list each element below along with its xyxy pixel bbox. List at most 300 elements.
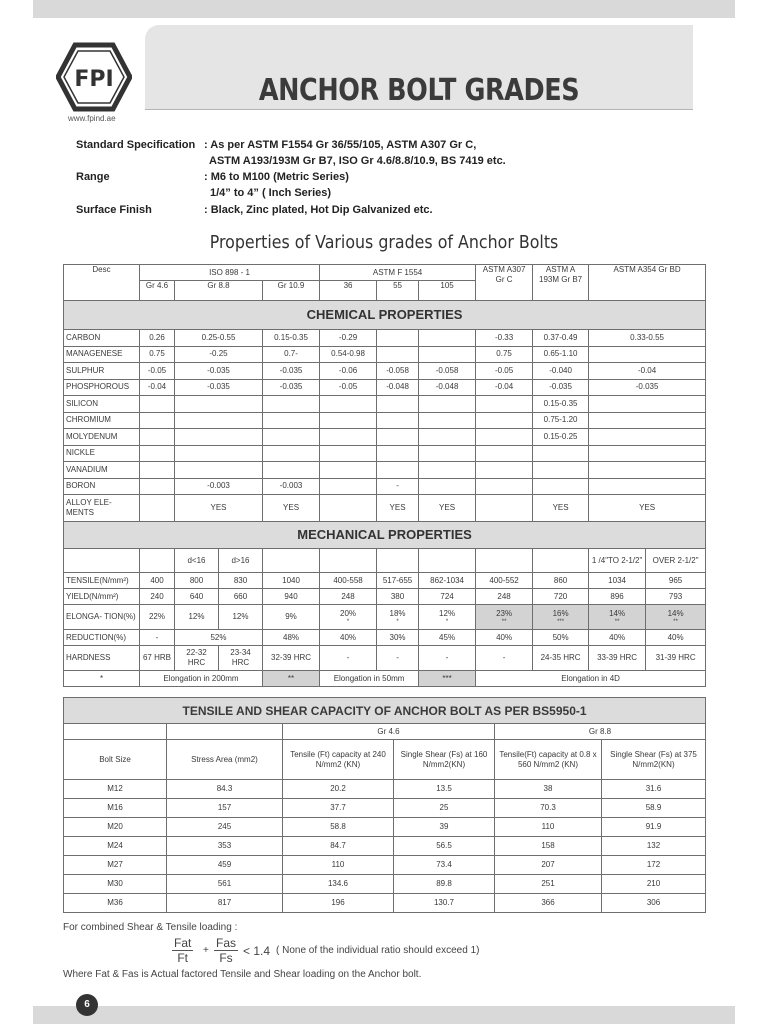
cell: YES — [589, 495, 706, 522]
cell — [140, 605, 175, 630]
cell-value: 380 — [390, 591, 405, 601]
row-label: MOLYDENUM — [64, 429, 140, 446]
cell — [219, 646, 263, 671]
cell — [476, 462, 533, 479]
cell — [175, 605, 219, 630]
formula-where: Where Fat & Fas is Actual factored Tensile and Shear loading on the Anchor bolt. — [63, 969, 422, 980]
cell-value: 40% — [496, 632, 513, 642]
cell — [646, 630, 706, 646]
mechanical-properties-band: MECHANICAL PROPERTIES — [64, 522, 706, 549]
row-label: VANADIUM — [64, 462, 140, 479]
legend-text: Elongation in 4D — [476, 671, 706, 687]
cell — [377, 549, 419, 573]
table-row — [64, 856, 706, 875]
cell: 0.75 — [476, 346, 533, 363]
cell-value: 1034 — [608, 575, 626, 585]
cell: 134.6 — [283, 875, 394, 894]
cell — [589, 445, 706, 462]
cell — [419, 412, 476, 429]
cell: -0.035 — [263, 363, 320, 380]
cell-value: 862-1034 — [430, 575, 464, 585]
row-label: TENSILE(N/mm²) — [64, 573, 140, 589]
cell — [533, 605, 589, 630]
cell-value: 400-552 — [489, 575, 519, 585]
cell: 251 — [495, 875, 602, 894]
cell — [219, 573, 263, 589]
table-row — [64, 780, 706, 799]
cell-value: 248 — [497, 591, 511, 601]
cell: -0.035 — [533, 379, 589, 396]
cell: 561 — [167, 875, 283, 894]
cell: -0.04 — [140, 379, 175, 396]
cell-value: - — [346, 653, 350, 662]
table-row — [64, 429, 706, 446]
cell — [140, 412, 175, 429]
elongation-mark: ** — [614, 619, 620, 625]
cell — [589, 605, 646, 630]
row-label: CHROMIUM — [64, 412, 140, 429]
cell — [377, 396, 419, 413]
cell — [140, 589, 175, 605]
table-row — [64, 396, 706, 413]
cell: 172 — [602, 856, 706, 875]
cell — [377, 646, 419, 671]
cell: 91.9 — [602, 818, 706, 837]
cell — [175, 396, 263, 413]
cell — [589, 589, 646, 605]
cell — [175, 429, 263, 446]
cell-value: 896 — [610, 591, 624, 601]
cell — [263, 630, 320, 646]
cell: 73.4 — [394, 856, 495, 875]
cell — [419, 330, 476, 347]
spec-standard-line2: ASTM A193/193M Gr B7, ISO Gr 4.6/8.8/10.9, BS 7419 etc. — [209, 155, 506, 167]
cell: 1 /4"TO 2-1/2" — [589, 549, 646, 573]
col-astm-f1554-header: ASTM F 1554 — [320, 265, 476, 281]
legend-mark: ** — [263, 671, 320, 687]
cell: 353 — [167, 837, 283, 856]
col-gr109: Gr 10.9 — [263, 281, 320, 301]
legend-mark: * — [64, 671, 140, 687]
cell — [476, 605, 533, 630]
elongation-mark: ** — [673, 619, 678, 625]
table-row — [64, 330, 706, 347]
cell — [589, 346, 706, 363]
cell — [140, 630, 175, 646]
cell — [320, 478, 377, 495]
cell — [476, 630, 533, 646]
cell-value: 12% — [188, 612, 205, 621]
col-astm-a307-header: ASTM A307 Gr C — [476, 265, 533, 301]
cell-value: 22-32 HRC — [186, 648, 207, 667]
spec-range-label: Range — [76, 171, 110, 183]
table-row — [64, 379, 706, 396]
cell — [476, 589, 533, 605]
cell: 207 — [495, 856, 602, 875]
cell: 70.3 — [495, 799, 602, 818]
row-label: CARBON — [64, 330, 140, 347]
cell — [140, 495, 175, 522]
cell — [476, 396, 533, 413]
cell-value: 14% — [667, 609, 684, 618]
cell-value: 52% — [210, 632, 227, 642]
cell — [419, 605, 476, 630]
cell — [646, 646, 706, 671]
cell — [419, 478, 476, 495]
cell: -0.33 — [476, 330, 533, 347]
cell: M16 — [64, 799, 167, 818]
cell — [140, 549, 175, 573]
table-row — [64, 462, 706, 479]
cell — [263, 589, 320, 605]
capacity-title: TENSILE AND SHEAR CAPACITY OF ANCHOR BOLT AS PER BS5950-1 — [64, 698, 706, 724]
cell — [419, 549, 476, 573]
cell — [419, 429, 476, 446]
cell — [589, 429, 706, 446]
cell: 84.7 — [283, 837, 394, 856]
col-iso-header: ISO 898 - 1 — [140, 265, 320, 281]
cell: 0.7- — [263, 346, 320, 363]
elongation-mark: *** — [557, 619, 565, 625]
cell-value: 12% — [439, 609, 456, 618]
cell: 459 — [167, 856, 283, 875]
cell — [377, 462, 419, 479]
cell — [175, 412, 263, 429]
cell — [476, 549, 533, 573]
cell-value: 16% — [552, 609, 569, 618]
cell — [646, 573, 706, 589]
cell — [64, 724, 167, 740]
cell — [589, 396, 706, 413]
top-bar — [33, 0, 735, 18]
cell-value: 248 — [341, 591, 355, 601]
cell: 196 — [283, 894, 394, 913]
row-label: PHOSPHOROUS — [64, 379, 140, 396]
cell — [476, 646, 533, 671]
cell: -0.048 — [377, 379, 419, 396]
table-row — [64, 589, 706, 605]
elongation-mark: * — [445, 619, 449, 625]
cell-value: 800 — [189, 575, 204, 585]
cell — [533, 630, 589, 646]
table-row — [64, 818, 706, 837]
cell — [140, 445, 175, 462]
cell: YES — [377, 495, 419, 522]
table-row — [64, 646, 706, 671]
cell: 0.75-1.20 — [533, 412, 589, 429]
cell — [377, 412, 419, 429]
cell: -0.05 — [476, 363, 533, 380]
cell — [589, 573, 646, 589]
cell — [419, 589, 476, 605]
cell — [320, 630, 377, 646]
cell-value: 14% — [609, 609, 626, 618]
cell — [140, 462, 175, 479]
table-row — [64, 875, 706, 894]
cap-tensile88-header: Tensile(Ft) capacity at 0.8 x 560 N/mm2 (KN) — [495, 740, 602, 780]
spec-standard-label: Standard Specification — [76, 139, 196, 151]
cell — [175, 445, 263, 462]
title-panel — [145, 25, 693, 110]
cell: -0.035 — [175, 379, 263, 396]
row-label: MANAGENESE — [64, 346, 140, 363]
spec-standard-value: : As per ASTM F1554 Gr 36/55/105, ASTM A307 Gr C, — [204, 139, 477, 151]
cell: -0.035 — [263, 379, 320, 396]
cell: -0.035 — [589, 379, 706, 396]
cell — [646, 605, 706, 630]
cell: 31.6 — [602, 780, 706, 799]
cell: -0.05 — [140, 363, 175, 380]
spec-finish — [76, 202, 433, 218]
col-gr46: Gr 4.6 — [140, 281, 175, 301]
formula-condition: < 1.4 — [243, 944, 271, 958]
cell: 817 — [167, 894, 283, 913]
cell — [533, 589, 589, 605]
elongation-mark: ** — [501, 619, 507, 625]
table-row — [64, 894, 706, 913]
cell: 0.54-0.98 — [320, 346, 377, 363]
cell: YES — [175, 495, 263, 522]
cell: -0.003 — [263, 478, 320, 495]
cell — [263, 646, 320, 671]
cell-value: 400-558 — [333, 575, 363, 585]
cell — [377, 630, 419, 646]
table-row — [64, 799, 706, 818]
cell: -0.058 — [377, 363, 419, 380]
cell: 0.25-0.55 — [175, 330, 263, 347]
cell — [320, 605, 377, 630]
cell-value: - — [445, 653, 449, 662]
cell-value: 660 — [233, 591, 248, 601]
table-row — [64, 363, 706, 380]
cell — [377, 605, 419, 630]
cell — [320, 589, 377, 605]
cell: 0.15-0.35 — [533, 396, 589, 413]
row-label: ELONGA- TION(%) — [64, 605, 140, 630]
cell — [64, 549, 140, 573]
cell — [589, 646, 646, 671]
cell — [263, 445, 320, 462]
cell: M30 — [64, 875, 167, 894]
cell — [476, 429, 533, 446]
cell — [320, 646, 377, 671]
cell: 39 — [394, 818, 495, 837]
chemical-properties-band: CHEMICAL PROPERTIES — [64, 301, 706, 330]
fraction-numerator: Fas — [216, 936, 237, 950]
cell — [219, 605, 263, 630]
cell-value: 1040 — [282, 575, 300, 585]
cell: 20.2 — [283, 780, 394, 799]
cell — [263, 573, 320, 589]
cell: 366 — [495, 894, 602, 913]
cell-value: 67 HRB — [142, 653, 171, 662]
cell — [263, 429, 320, 446]
cell — [533, 478, 589, 495]
page-title: ANCHOR BOLT GRADES — [258, 73, 580, 108]
cell: -0.25 — [175, 346, 263, 363]
col-f55: 55 — [377, 281, 419, 301]
cell-value: 23-34 HRC — [230, 648, 251, 667]
cell: 245 — [167, 818, 283, 837]
cell — [377, 330, 419, 347]
cell: -0.29 — [320, 330, 377, 347]
cell — [419, 573, 476, 589]
cell-value: 940 — [284, 591, 298, 601]
row-label: REDUCTION(%) — [64, 630, 140, 646]
fraction-fas-fs — [214, 936, 238, 965]
cell: 0.75 — [140, 346, 175, 363]
cell-value: 45% — [439, 632, 456, 642]
cell: d>16 — [219, 549, 263, 573]
cell — [533, 549, 589, 573]
cell: 38 — [495, 780, 602, 799]
cell — [419, 396, 476, 413]
spec-finish-label: Surface Finish — [76, 204, 152, 216]
cell: M36 — [64, 894, 167, 913]
cell — [175, 589, 219, 605]
cell-value: 48% — [283, 632, 300, 642]
cell-value: 24-35 HRC — [540, 653, 581, 662]
cell — [533, 646, 589, 671]
cap-gr46-header: Gr 4.6 — [283, 724, 495, 740]
cell: M20 — [64, 818, 167, 837]
cell: 0.65-1.10 — [533, 346, 589, 363]
cell: - — [377, 478, 419, 495]
table-row — [64, 630, 706, 646]
cell: 157 — [167, 799, 283, 818]
cell — [219, 589, 263, 605]
row-label: HARDNESS — [64, 646, 140, 671]
cell-value: 18% — [389, 609, 406, 618]
cell: YES — [263, 495, 320, 522]
properties-title: Properties of Various grades of Anchor Bolts — [209, 232, 559, 253]
cell: -0.04 — [476, 379, 533, 396]
cell — [476, 445, 533, 462]
cell: 0.33-0.55 — [589, 330, 706, 347]
row-label: NICKLE — [64, 445, 140, 462]
elongation-mark: * — [396, 619, 399, 625]
cell — [320, 573, 377, 589]
cell-value: 31-39 HRC — [655, 653, 696, 662]
cell — [175, 462, 263, 479]
cell-value: 20% — [340, 609, 357, 618]
cell — [320, 412, 377, 429]
cell — [263, 605, 320, 630]
spec-range-value: : M6 to M100 (Metric Series) — [204, 171, 349, 183]
cell — [533, 573, 589, 589]
cell: -0.06 — [320, 363, 377, 380]
cell — [589, 412, 706, 429]
cell — [320, 396, 377, 413]
cell-value: 517-655 — [382, 575, 413, 585]
cell-value: 860 — [553, 575, 568, 585]
bottom-bar — [33, 1006, 735, 1024]
cell — [419, 445, 476, 462]
cell — [140, 573, 175, 589]
cell-value: 50% — [552, 632, 569, 642]
cell — [140, 646, 175, 671]
legend-text: Elongation in 200mm — [140, 671, 263, 687]
formula-intro: For combined Shear & Tensile loading : — [63, 922, 238, 933]
cell-value: 830 — [233, 575, 248, 585]
cell: 306 — [602, 894, 706, 913]
legend-text: Elongation in 50mm — [320, 671, 419, 687]
mechanical-rows — [64, 573, 706, 671]
table-row — [64, 605, 706, 630]
cell: 132 — [602, 837, 706, 856]
cell-value: 724 — [440, 591, 454, 601]
cell-value: 40% — [609, 632, 626, 642]
cell — [320, 445, 377, 462]
table-row — [64, 478, 706, 495]
cell: M27 — [64, 856, 167, 875]
cell — [140, 478, 175, 495]
cell: 13.5 — [394, 780, 495, 799]
cell — [263, 549, 320, 573]
cell: 210 — [602, 875, 706, 894]
cap-shear88-header: Single Shear (Fs) at 375 N/mm2(KN) — [602, 740, 706, 780]
cell — [377, 589, 419, 605]
table-row — [64, 573, 706, 589]
cell: 37.7 — [283, 799, 394, 818]
cell: 0.15-0.25 — [533, 429, 589, 446]
cell — [476, 412, 533, 429]
cell — [377, 445, 419, 462]
cell — [140, 429, 175, 446]
legend-mark: *** — [419, 671, 476, 687]
cell-value: 23% — [496, 609, 513, 618]
logo-text: FPI — [74, 67, 114, 92]
cell: M24 — [64, 837, 167, 856]
cell — [476, 573, 533, 589]
elongation-mark: * — [346, 619, 350, 625]
cell — [320, 495, 377, 522]
cell: 58.9 — [602, 799, 706, 818]
cell — [377, 429, 419, 446]
cell-value: 22% — [148, 612, 165, 621]
fraction-fat-ft — [172, 936, 193, 965]
row-label: SILICON — [64, 396, 140, 413]
row-label: ALLOY ELE- MENTS — [64, 495, 140, 522]
chemical-rows — [64, 330, 706, 495]
cell — [175, 630, 263, 646]
cell — [419, 630, 476, 646]
website-text: www.fpind.ae — [68, 114, 116, 123]
fraction-denominator: Fs — [219, 951, 233, 965]
spec-finish-value: : Black, Zinc plated, Hot Dip Galvanized etc. — [204, 204, 433, 216]
cell — [419, 646, 476, 671]
cell: -0.048 — [419, 379, 476, 396]
cap-tensile46-header: Tensile (Ft) capacity at 240 N/mm2 (KN) — [283, 740, 394, 780]
cell — [263, 412, 320, 429]
cell-value: - — [502, 653, 506, 662]
cap-gr88-header: Gr 8.8 — [495, 724, 706, 740]
cell-value: 32-39 HRC — [271, 653, 312, 662]
cell — [263, 396, 320, 413]
spec-range-line2: 1/4” to 4” ( Inch Series) — [210, 187, 332, 199]
cell-value: 12% — [232, 612, 249, 621]
cell: 84.3 — [167, 780, 283, 799]
cell: M12 — [64, 780, 167, 799]
cell: -0.040 — [533, 363, 589, 380]
cell — [646, 589, 706, 605]
cell: 89.8 — [394, 875, 495, 894]
cell — [140, 396, 175, 413]
cell: YES — [533, 495, 589, 522]
cell-value: 40% — [340, 632, 357, 642]
cell — [589, 478, 706, 495]
properties-table — [63, 264, 706, 687]
